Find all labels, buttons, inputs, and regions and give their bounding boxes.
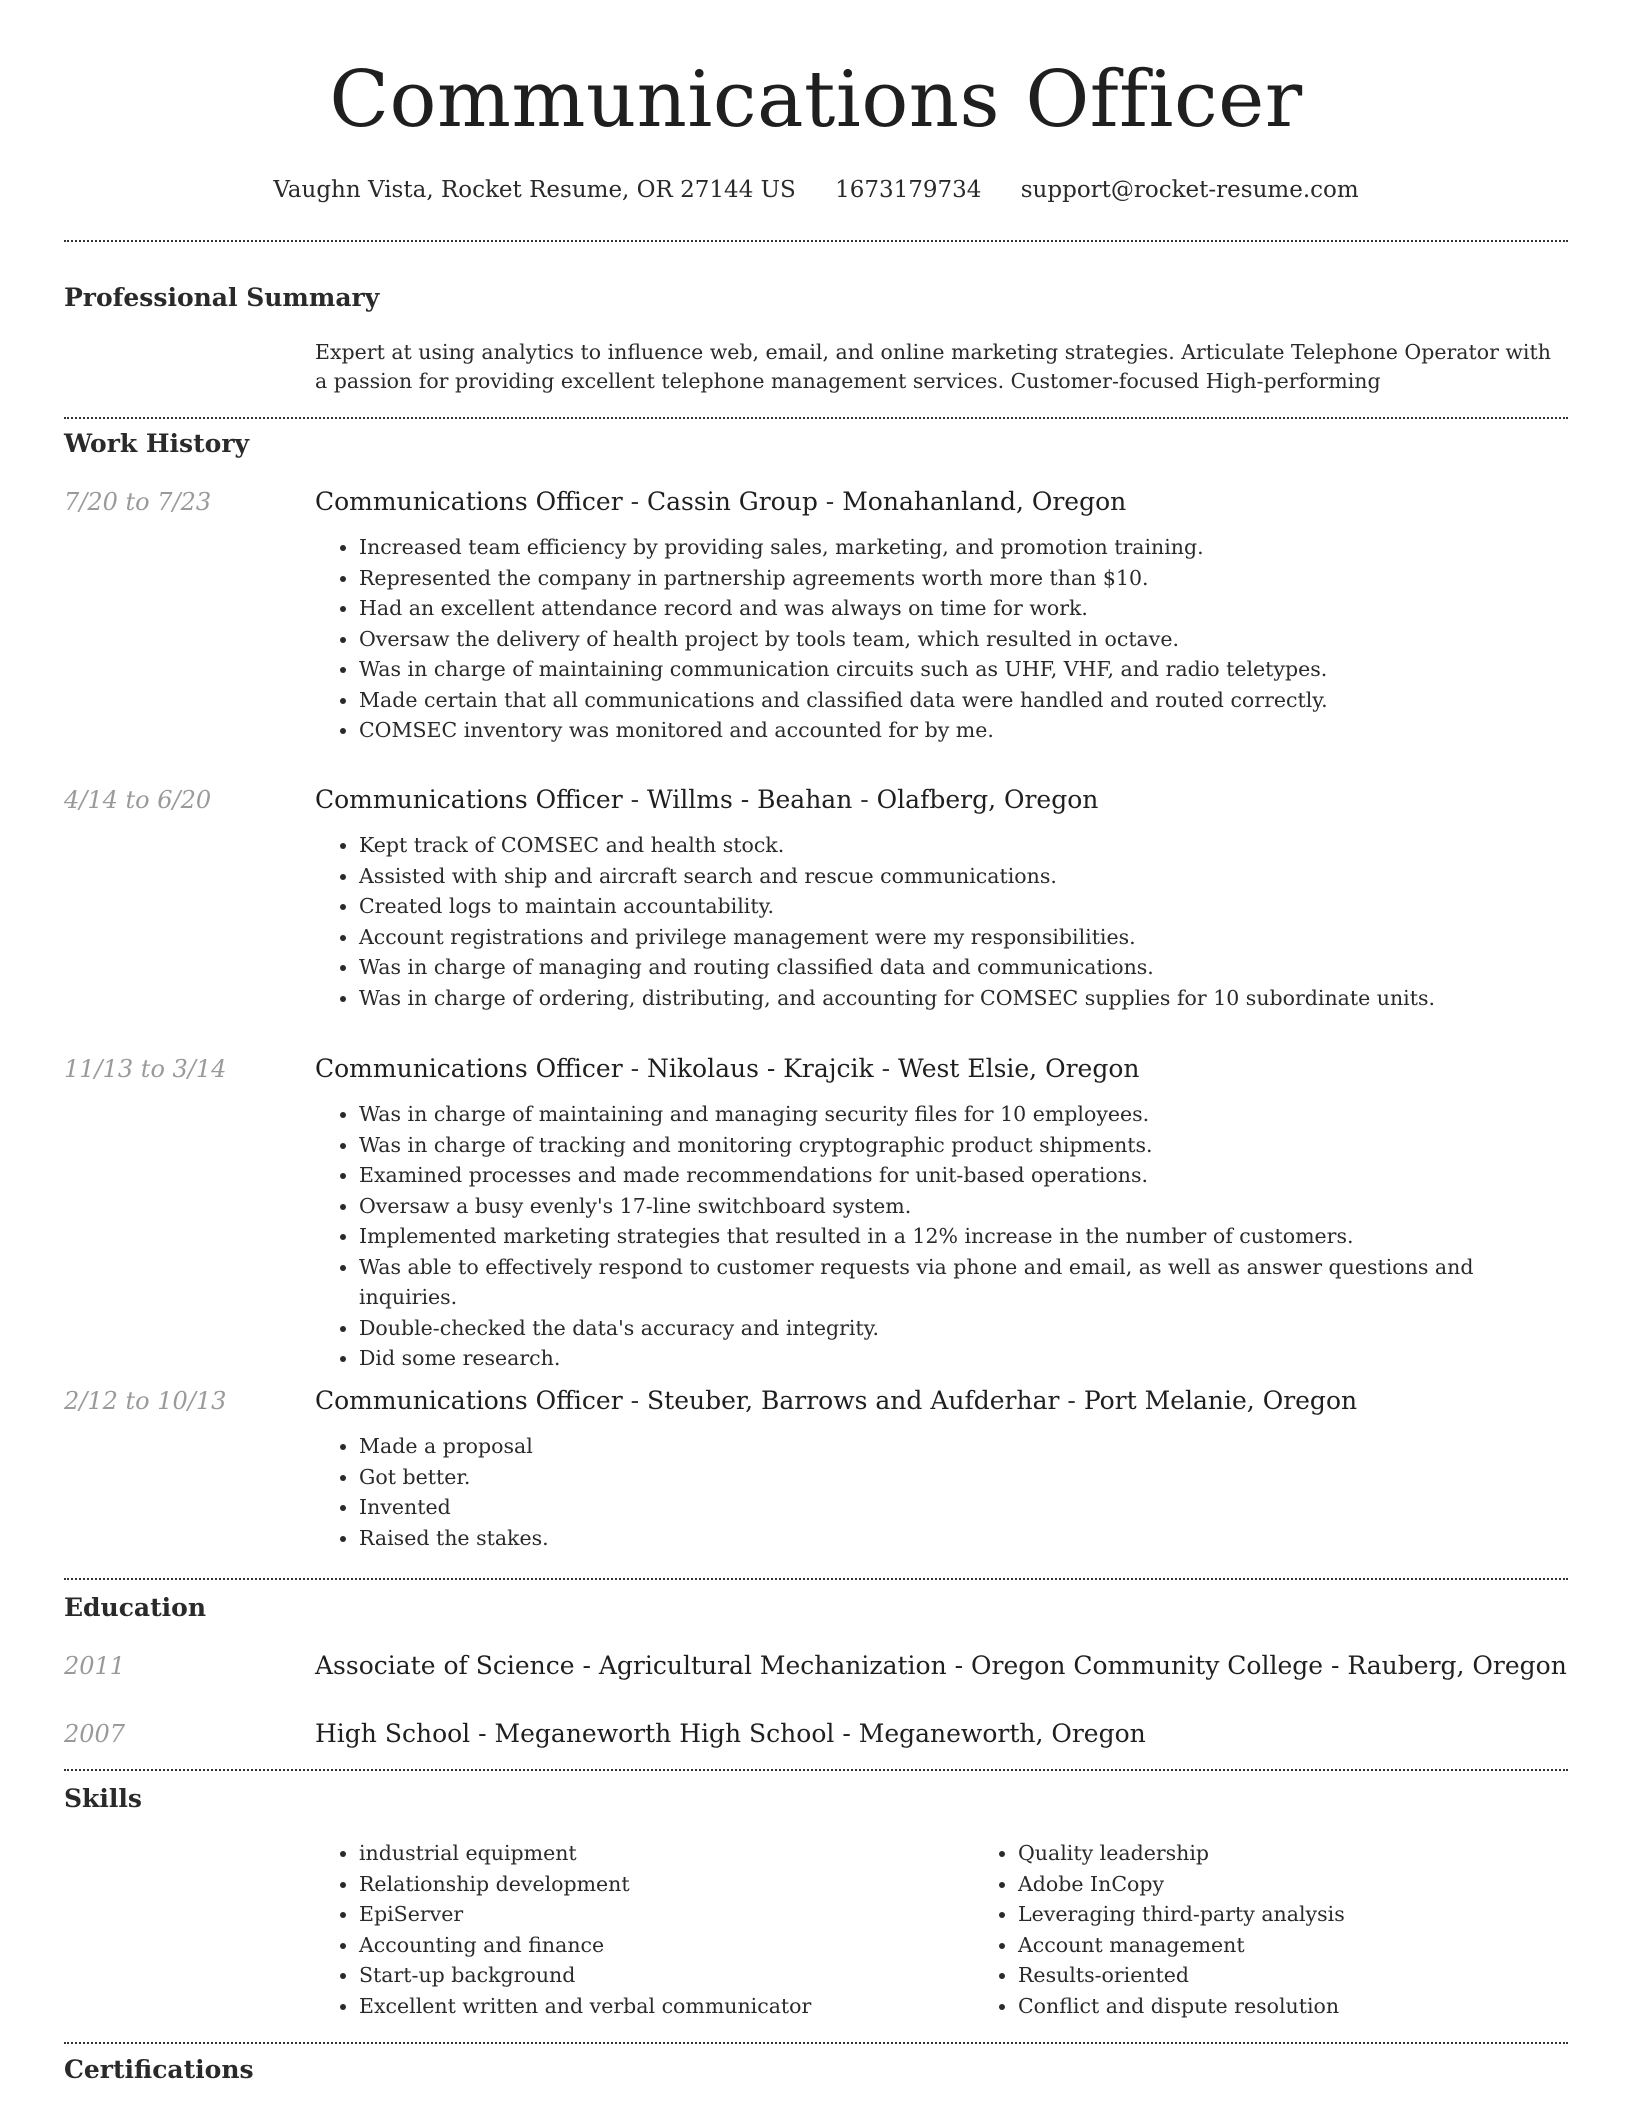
skills-section [64, 1781, 1568, 1817]
skill-item: • Leveraging third-party analysis [1018, 1899, 1632, 1930]
divider-education [64, 1769, 1568, 1771]
job-bullet: • Had an excellent attendance record and was always on time for work. [359, 593, 1568, 624]
divider-header [64, 240, 1568, 242]
job-bullets [315, 830, 1568, 1013]
skill-item: • Excellent written and verbal communicator [359, 1991, 974, 2022]
education-text: Associate of Science - Agricultural Mechanization - Oregon Community College - Rauberg, Oregon [315, 1651, 1567, 1680]
job-location: Port Melanie, Oregon [1083, 1386, 1358, 1415]
certifications-section [64, 2052, 1568, 2088]
education-year: 2007 [64, 1720, 126, 1748]
job-bullets [315, 1431, 1568, 1553]
skill-item: • Relationship development [359, 1869, 974, 1900]
job-bullet: • Created logs to maintain accountability. [359, 891, 1568, 922]
skill-item: • Conflict and dispute resolution [1018, 1991, 1632, 2022]
education-title: Education [64, 1593, 207, 1622]
resume-header [64, 0, 1568, 208]
job-bullet: • Made certain that all communications and classified data were handled and routed correctly. [359, 685, 1568, 716]
education-year: 2011 [64, 1652, 126, 1680]
education-entry [64, 1716, 1568, 1752]
job-bullet: • Was in charge of maintaining communication circuits such as UHF, VHF, and radio teletypes. [359, 654, 1568, 685]
job-heading: Communications Officer - Steuber, Barrows and Aufderhar - Port Melanie, Oregon [315, 1386, 1358, 1415]
job-bullet: • Was able to effectively respond to customer requests via phone and email, as well as answer questions and inquiries. [359, 1252, 1568, 1313]
job-bullet: • Account registrations and privilege management were my responsibilities. [359, 922, 1568, 953]
skill-item: • Account management [1018, 1930, 1632, 1961]
job-dates: 11/13 to 3/14 [64, 1055, 227, 1083]
skill-item: • Results-oriented [1018, 1960, 1632, 1991]
skill-item: • industrial equipment [359, 1838, 974, 1869]
job-bullet: • Kept track of COMSEC and health stock. [359, 830, 1568, 861]
job-dates: 4/14 to 6/20 [64, 786, 212, 814]
job-bullet: • Was in charge of tracking and monitoring cryptographic product shipments. [359, 1130, 1568, 1161]
job-bullet: • Oversaw a busy evenly's 17-line switchboard system. [359, 1191, 1568, 1222]
job-bullet: • COMSEC inventory was monitored and accounted for by me. [359, 715, 1568, 746]
work-section [64, 426, 1568, 462]
job-entry [64, 1051, 1568, 1374]
job-bullets [315, 532, 1568, 746]
job-heading: Communications Officer - Willms - Beahan - Olafberg, Oregon [315, 785, 1099, 814]
job-bullet: • Examined processes and made recommendations for unit-based operations. [359, 1160, 1568, 1191]
job-location: Monahanland, Oregon [842, 487, 1127, 516]
divider-summary [64, 417, 1568, 419]
job-company: Steuber, Barrows and Aufderhar [647, 1386, 1060, 1415]
job-heading: Communications Officer - Nikolaus - Krajcik - West Elsie, Oregon [315, 1054, 1140, 1083]
contact-line [64, 172, 1568, 208]
job-dates: 2/12 to 10/13 [64, 1387, 227, 1415]
job-bullet: • Made a proposal [359, 1431, 1568, 1462]
skills-row [64, 1838, 1568, 2021]
candidate-name: Communications Officer [329, 55, 1303, 145]
work-title: Work History [64, 429, 250, 458]
job-title: Communications Officer [315, 487, 623, 516]
skill-item: • Accounting and finance [359, 1930, 974, 1961]
job-company: Willms - Beahan [647, 785, 853, 814]
job-dates: 7/20 to 7/23 [64, 488, 212, 516]
divider-skills [64, 2042, 1568, 2044]
job-bullet: • Was in charge of ordering, distributing, and accounting for COMSEC supplies for 10 subordinate units. [359, 983, 1568, 1014]
summary-row [64, 338, 1568, 396]
skills-spacer [64, 1838, 315, 2021]
skills-column-2 [974, 1838, 1632, 2021]
job-entry [64, 484, 1568, 746]
skill-item: • Quality leadership [1018, 1838, 1632, 1869]
skills-title: Skills [64, 1784, 142, 1813]
job-title: Communications Officer [315, 1054, 623, 1083]
job-title: Communications Officer [315, 1386, 623, 1415]
job-entry [64, 1383, 1568, 1553]
job-bullet: • Oversaw the delivery of health project by tools team, which resulted in octave. [359, 624, 1568, 655]
skill-item: • Start-up background [359, 1960, 974, 1991]
education-section [64, 1590, 1568, 1626]
job-bullet: • Assisted with ship and aircraft search and rescue communications. [359, 861, 1568, 892]
job-bullet: • Represented the company in partnership agreements worth more than $10. [359, 563, 1568, 594]
certifications-title: Certifications [64, 2055, 254, 2084]
contact-email: support@rocket-resume.com [1020, 177, 1359, 203]
job-location: Olafberg, Oregon [876, 785, 1099, 814]
job-bullet: • Invented [359, 1492, 1568, 1523]
job-bullet: • Increased team efficiency by providing sales, marketing, and promotion training. [359, 532, 1568, 563]
summary-section [64, 280, 1568, 316]
job-bullet: • Implemented marketing strategies that resulted in a 12% increase in the number of customers. [359, 1221, 1568, 1252]
skill-item: • EpiServer [359, 1899, 974, 1930]
contact-phone: 1673179734 [835, 177, 982, 203]
contact-address: Vaughn Vista, Rocket Resume, OR 27144 US [273, 177, 796, 203]
education-text: High School - Meganeworth High School - Meganeworth, Oregon [315, 1719, 1146, 1748]
job-heading: Communications Officer - Cassin Group - Monahanland, Oregon [315, 487, 1127, 516]
job-title: Communications Officer [315, 785, 623, 814]
job-bullet: • Got better. [359, 1462, 1568, 1493]
summary-spacer [64, 338, 315, 396]
job-bullets [315, 1099, 1568, 1374]
job-bullet: • Raised the stakes. [359, 1523, 1568, 1554]
skills-column-1 [315, 1838, 974, 2021]
skills-grid [315, 1838, 1568, 2021]
job-company: Cassin Group [647, 487, 818, 516]
skill-item: • Adobe InCopy [1018, 1869, 1632, 1900]
job-bullet: • Did some research. [359, 1343, 1568, 1374]
divider-work [64, 1578, 1568, 1580]
job-company: Nikolaus - Krajcik [647, 1054, 874, 1083]
education-entry [64, 1648, 1568, 1684]
summary-title: Professional Summary [64, 283, 380, 312]
summary-text: Expert at using analytics to influence web, email, and online marketing strategies. Articulate Telephone Operator with a passion for providing excellent telephone management services. Customer-focused High-performing [315, 340, 1551, 393]
job-bullet: • Was in charge of maintaining and managing security files for 10 employees. [359, 1099, 1568, 1130]
job-bullet: • Was in charge of managing and routing classified data and communications. [359, 952, 1568, 983]
job-bullet: • Double-checked the data's accuracy and integrity. [359, 1313, 1568, 1344]
job-location: West Elsie, Oregon [898, 1054, 1140, 1083]
job-entry [64, 782, 1568, 1013]
